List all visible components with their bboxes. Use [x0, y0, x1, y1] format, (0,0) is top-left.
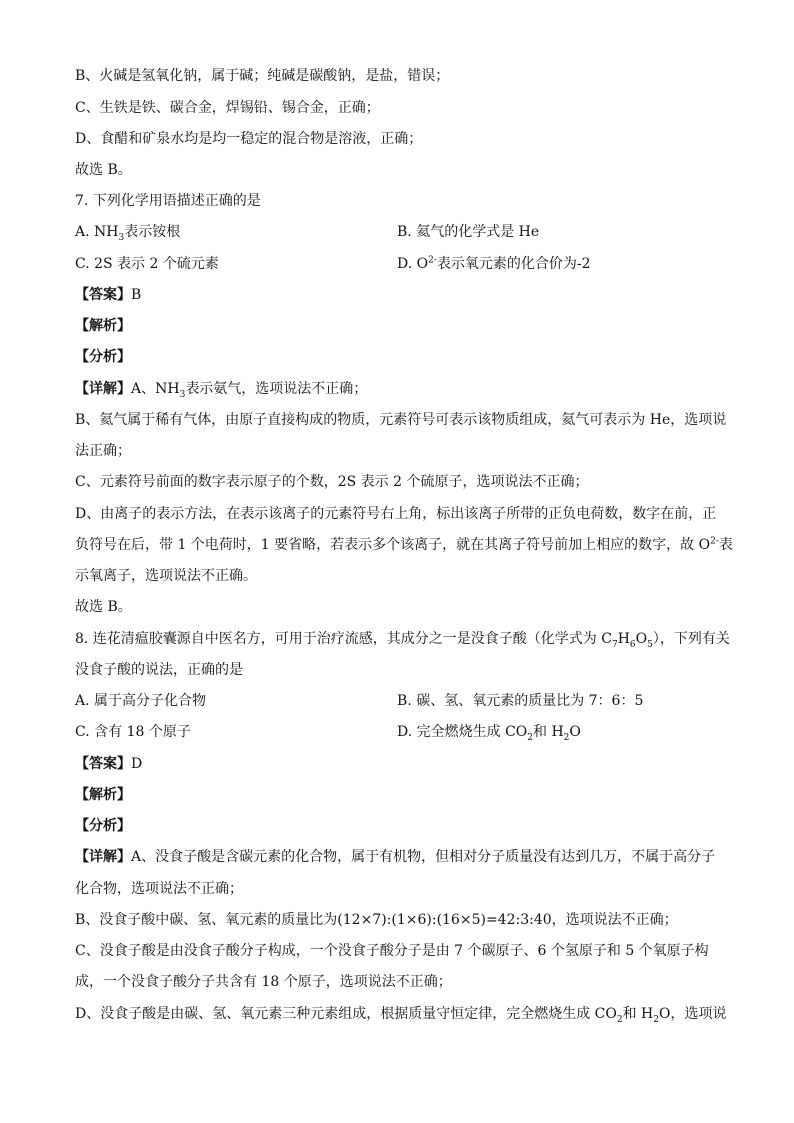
- q8-option-b: B. 碳、氢、氧元素的质量比为 7：6：5: [397, 693, 644, 709]
- q8-jiexi-label: 【解析】: [75, 787, 131, 803]
- q8-detail-a: 【详解】A、没食子酸是含碳元素的化合物，属于有机物，但相对分子质量没有达到几万，不属于高分子: [75, 849, 716, 865]
- q8-detail-b: B、没食子酸中碳、氢、氧元素的质量比为(12×7):(1×6):(16×5)=42:3:40，选项说法不正确；: [75, 912, 678, 928]
- text-line: 故选 B。: [75, 162, 132, 178]
- q8-detail-c: C、没食子酸是由没食子酸分子构成，一个没食子酸分子是由 7 个碳原子、6 个氢原子和 5 个氧原子构: [75, 943, 709, 959]
- text-line: D、食醋和矿泉水均是均一稳定的混合物是溶液，正确；: [75, 131, 423, 147]
- q7-detail-b: B、氦气属于稀有气体，由原子直接构成的物质，元素符号可表示该物质组成，氦气可表示为 He，选项说: [75, 412, 727, 428]
- q7-detail-d: D、由离子的表示方法，在表示该离子的元素符号右上角，标出该离子所带的正负电荷数，数字在前，正: [75, 506, 717, 522]
- q8-detail-d: D、没食子酸是由碳、氢、氧元素三种元素组成，根据质量守恒定律，完全燃烧生成 $CO_2$和 $H_2O$，选项说: [75, 1006, 727, 1025]
- q7-option-b: B. 氦气的化学式是 He: [397, 224, 540, 240]
- q7-detail-d-cont: 负符号在后，带 1 个电荷时，1 要省略，若表示多个该离子，就在其离子符号前加上相应的数字，故 $O^{2-}$表: [75, 536, 733, 553]
- text-line: C、生铁是铁、碳合金，焊锡铅、锡合金，正确；: [75, 100, 380, 116]
- q7-fenxi-label: 【分析】: [75, 349, 131, 365]
- q8-option-c: C. 含有 18 个原子: [75, 724, 191, 740]
- q7-detail-b-cont: 法正确；: [75, 443, 131, 459]
- q8-option-d: D. 完全燃烧生成 $CO_2$和 $H_2O$: [397, 724, 581, 743]
- q7-conclusion: 故选 B。: [75, 599, 132, 615]
- q7-detail-d-end: 示氧离子，选项说法不正确。: [75, 568, 257, 584]
- q7-detail-a: 【详解】A、$NH_3$表示氨气，选项说法不正确；: [75, 381, 368, 400]
- q8-option-a: A. 属于高分子化合物: [75, 693, 207, 709]
- q8-detail-a-cont: 化合物，选项说法不正确；: [75, 881, 243, 897]
- q7-option-d: D. $O^{2-}$表示氧元素的化合价为-2: [397, 255, 591, 272]
- q7-option-c: C. 2S 表示 2 个硫元素: [75, 256, 219, 272]
- question-8-stem-cont: 没食子酸的说法，正确的是: [75, 662, 243, 678]
- q7-detail-c: C、元素符号前面的数字表示原子的个数，2S 表示 2 个硫原子，选项说法不正确；: [75, 474, 589, 490]
- text-line: B、火碱是氢氧化钠，属于碱；纯碱是碳酸钠，是盐，错误；: [75, 68, 450, 84]
- q7-jiexi-label: 【解析】: [75, 318, 131, 334]
- q7-answer: 【答案】B: [75, 287, 142, 303]
- q8-answer: 【答案】D: [75, 756, 143, 772]
- q8-detail-c-cont: 成，一个没食子酸分子共含有 18 个原子，选项说法不正确；: [75, 974, 452, 990]
- question-7-stem: 7. 下列化学用语描述正确的是: [75, 193, 261, 209]
- q8-fenxi-label: 【分析】: [75, 818, 131, 834]
- q7-option-a: A. $NH_3$表示铵根: [75, 224, 181, 243]
- question-8-stem: 8. 连花清瘟胶囊源自中医名方，可用于治疗流感，其成分之一是没食子酸（化学式为 $C_7H_6O_5$），下列有关: [75, 631, 730, 650]
